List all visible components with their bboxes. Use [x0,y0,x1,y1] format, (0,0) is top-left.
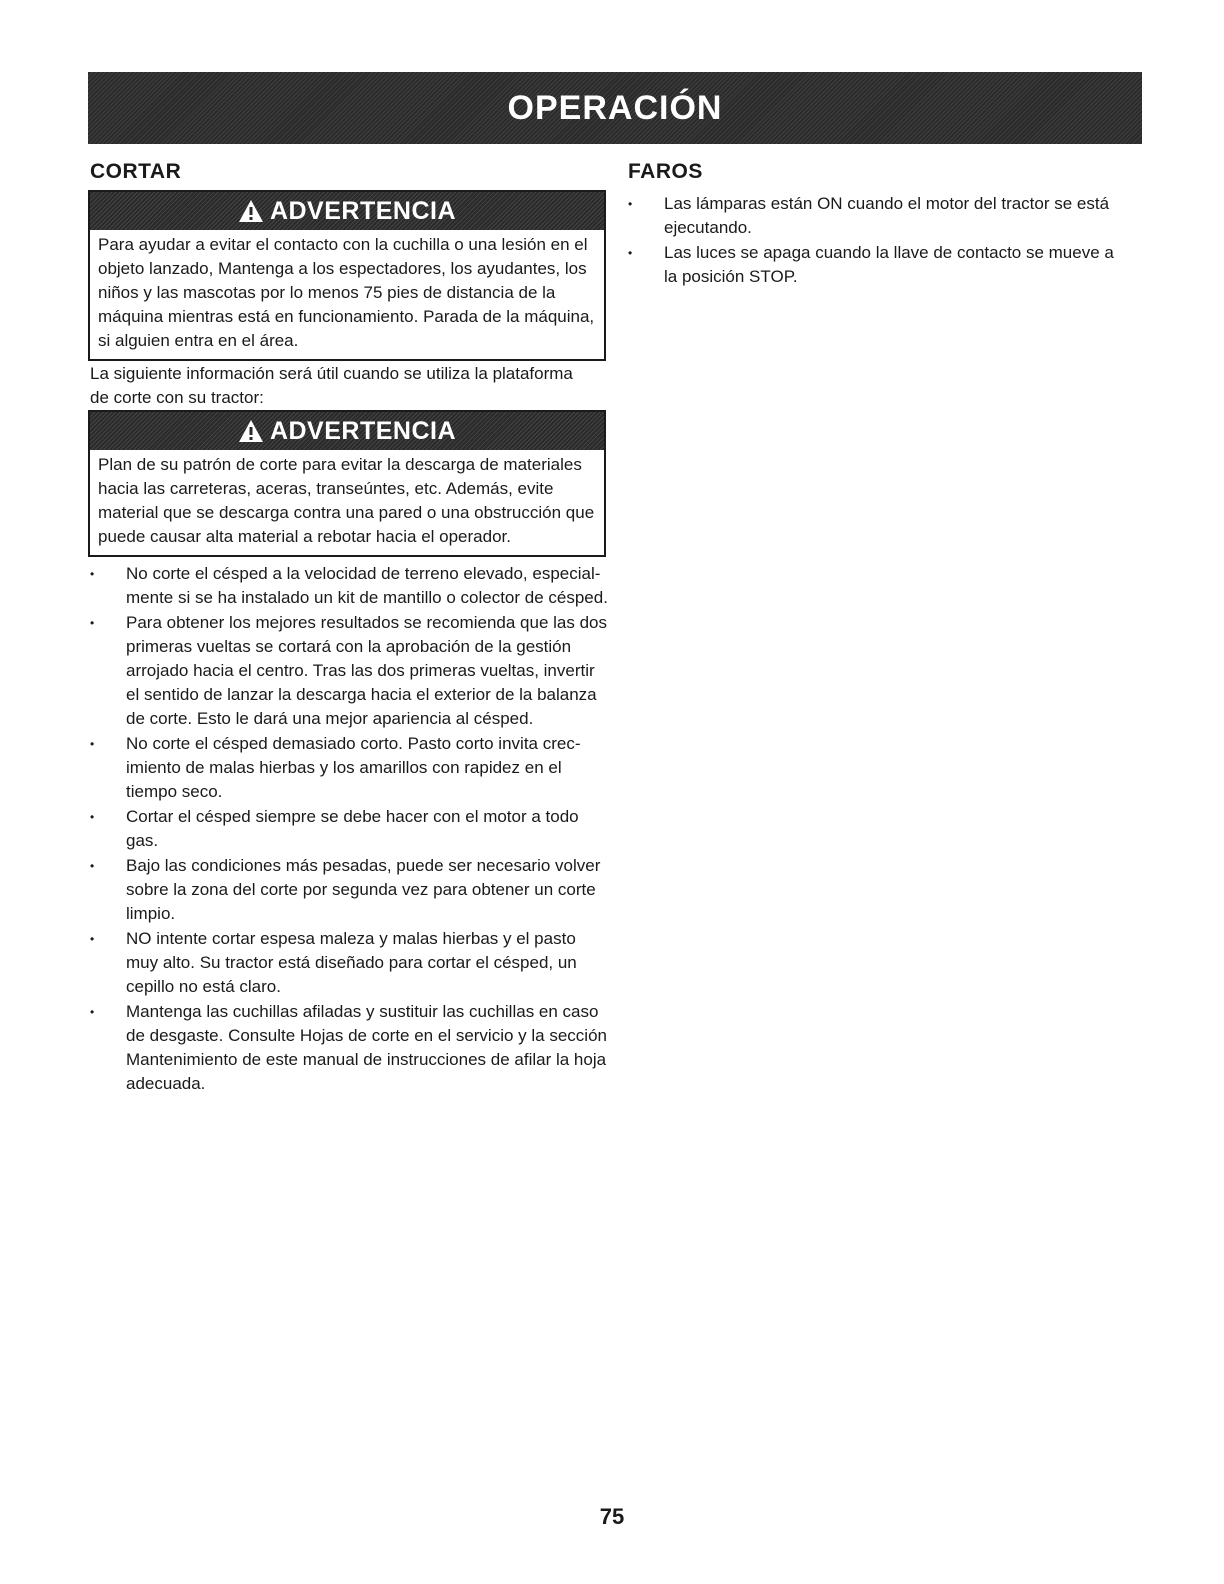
list-item: • Mantenga las cuchillas afiladas y sustituir las cuchillas en caso de desgaste. Consulte Hojas de corte en el servicio y la sección Mantenimiento de este manual de instrucciones de afilar la hoja adecuada. [90,1000,608,1096]
warning-text-2: Plan de su patrón de corte para evitar la descarga de materiales hacia las carreteras, aceras, transeúntes, etc. Además, evite material que se descarga contra una pared o una obstrucción que puede causar alta material a rebotar hacia el operador. [98,455,595,546]
list-item: • Cortar el césped siempre se debe hacer con el motor a todo gas. [90,805,608,853]
cortar-bullet-list [90,562,608,1097]
warning-header-1 [90,192,604,230]
page-number: 75 [599,1504,625,1529]
list-item: • NO intente cortar espesa maleza y malas hierbas y el pasto muy alto. Su tractor está diseñado para cortar el césped, un cepillo no está claro. [90,927,608,999]
warning-triangle-icon [238,419,264,443]
warning-triangle-icon [238,199,264,223]
warning-header-2 [90,412,604,450]
list-item: • No corte el césped demasiado corto. Pasto corto invita crec-imiento de malas hierbas y los amarillos con rapidez en el tiempo seco. [90,732,608,804]
page-title: OPERACIÓN [507,88,723,127]
faros-bullet-list [628,192,1128,290]
list-item: • Las luces se apaga cuando la llave de contacto se mueve a la posición STOP. [628,241,1128,289]
warning-label-2: ADVERTENCIA [269,416,457,445]
faros-heading: FAROS [628,160,703,183]
warning-label-1: ADVERTENCIA [269,196,457,225]
warning-box-1 [88,190,606,361]
list-item: • No corte el césped a la velocidad de terreno elevado, especial-mente si se ha instalado un kit de mantillo o colector de césped. [90,562,608,610]
cortar-intro: La siguiente información será útil cuando se utiliza la plataforma de corte con su tractor: [90,364,573,407]
warning-box-2 [88,410,606,557]
list-item: • Las lámparas están ON cuando el motor del tractor se está ejecutando. [628,192,1128,240]
header-banner [88,72,1142,144]
warning-text-1: Para ayudar a evitar el contacto con la cuchilla o una lesión en el objeto lanzado, Mantenga a los espectadores, los ayudantes, los niños y las mascotas por lo menos 75 pies de distancia de la máquina mientras está en funcionamiento. Parada de la máquina, si alguien entra en el área. [98,235,595,350]
cortar-heading: CORTAR [90,160,182,183]
list-item: • Bajo las condiciones más pesadas, puede ser necesario volver sobre la zona del corte por segunda vez para obtener un corte limpio. [90,854,608,926]
list-item: • Para obtener los mejores resultados se recomienda que las dos primeras vueltas se cortará con la aprobación de la gestión arrojado hacia el centro. Tras las dos primeras vueltas, invertir el sentido de lanzar la descarga hacia el exterior de la balanza de corte. Esto le dará una mejor apariencia al césped. [90,611,608,731]
